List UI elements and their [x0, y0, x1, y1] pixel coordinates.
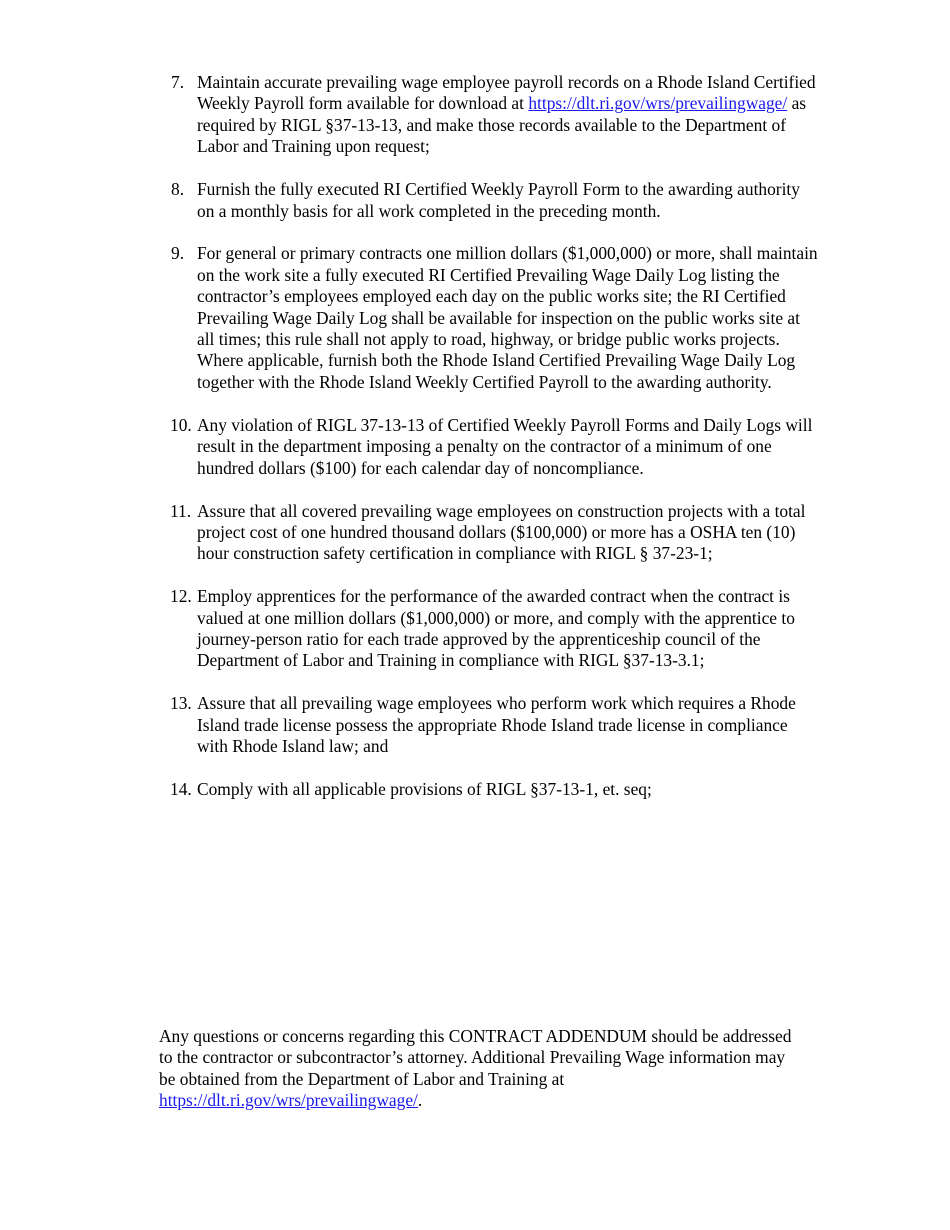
item-text: Furnish the fully executed RI Certified Weekly Payroll Form to the awarding authority on a monthly basis for all work completed in the preceding month.: [197, 179, 800, 221]
item-number: 13.: [170, 693, 192, 714]
footer-paragraph: [159, 1026, 799, 1112]
footer-text: Any questions or concerns regarding this CONTRACT ADDENDUM should be addressed to the contractor or subcontractor’s attorney. Additional Prevailing Wage information may be obtained from the Department of Labor and Training at: [159, 1026, 792, 1089]
list-item: [0, 179, 950, 222]
list-item: [0, 415, 950, 479]
item-text: Employ apprentices for the performance of the awarded contract when the contract is valued at one million dollars ($1,000,000) or more, and comply with the apprentice to journey-person ratio for each trade approved by the apprenticeship council of the Department of Labor and Training in compliance with RIGL §37-13-3.1;: [197, 586, 795, 671]
item-text: For general or primary contracts one million dollars ($1,000,000) or more, shall maintain on the work site a fully executed RI Certified Prevailing Wage Daily Log listing the contractor’s employees employed each day on the public works site; the RI Certified Prevailing Wage Daily Log shall be available for inspection on the public works site at all times; this rule shall not apply to road, highway, or bridge public works projects. Where applicable, furnish both the Rhode Island Certified Prevailing Wage Daily Log together with the Rhode Island Weekly Certified Payroll to the awarding authority.: [197, 243, 818, 392]
prevailing-wage-link[interactable]: https://dlt.ri.gov/wrs/prevailingwage/: [528, 93, 788, 114]
item-text: Assure that all covered prevailing wage employees on construction projects with a total project cost of one hundred thousand dollars ($100,000) or more has a OSHA ten (10) hour construction safety certification in compliance with RIGL § 37-23-1;: [197, 500, 806, 564]
list-item: [0, 693, 950, 757]
requirements-list: [0, 72, 950, 822]
item-number: 10.: [170, 414, 192, 435]
footer-end-punct: .: [417, 1090, 423, 1111]
item-text: Maintain accurate prevailing wage employee payroll records on a Rhode Island Certified Weekly Payroll form available for download at: [197, 72, 816, 114]
item-number: 14.: [170, 779, 192, 800]
item-text-continued: as required by RIGL §37-13-13, and make those records available to the Department of Labor and Training upon request;: [197, 93, 807, 157]
list-item: [0, 243, 950, 393]
list-item: [0, 501, 950, 565]
list-item: [0, 586, 950, 672]
item-text: Comply with all applicable provisions of RIGL §37-13-1, et. seq;: [197, 779, 652, 800]
item-number: 12.: [170, 586, 192, 607]
item-number: 8.: [171, 179, 185, 200]
list-item: [0, 72, 950, 158]
footer-prevailing-wage-link[interactable]: https://dlt.ri.gov/wrs/prevailingwage/: [159, 1090, 418, 1111]
item-number: 11.: [170, 500, 192, 521]
list-item: [0, 779, 950, 800]
item-number: 9.: [171, 243, 185, 264]
item-text: Assure that all prevailing wage employees who perform work which requires a Rhode Island trade license possess the appropriate Rhode Island trade license in compliance with Rhode Island law; and: [197, 693, 796, 757]
item-number: 7.: [171, 72, 185, 92]
item-text: Any violation of RIGL 37-13-13 of Certified Weekly Payroll Forms and Daily Logs will result in the department imposing a penalty on the contractor of a minimum of one hundred dollars ($100) for each calendar day of noncompliance.: [197, 414, 813, 478]
